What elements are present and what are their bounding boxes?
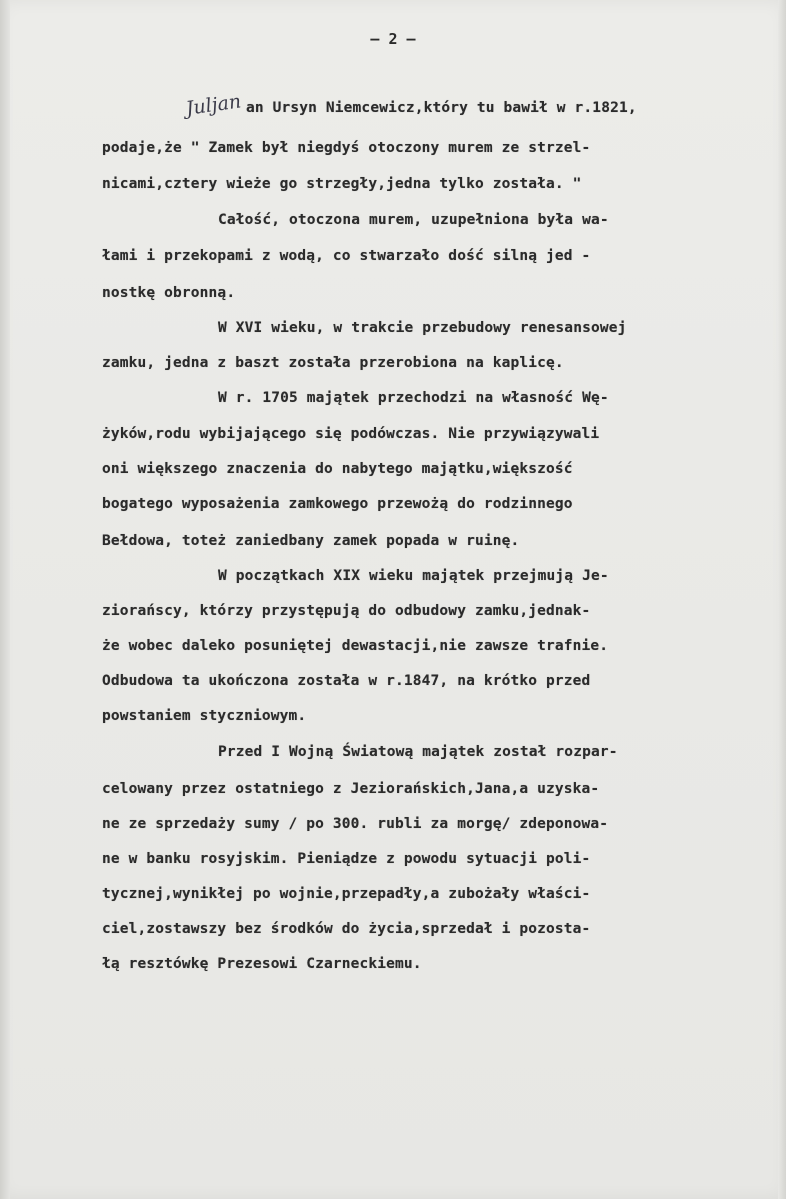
text-line-10: żyków,rodu wybijającego się podówczas. Nie przywiązywali bbox=[102, 426, 600, 442]
text-line-19: Przed I Wojną Światową majątek został rozpar- bbox=[218, 744, 618, 760]
text-line-23: tycznej,wynikłej po wojnie,przepadły,a zubożały właści- bbox=[102, 886, 591, 902]
text-line-8: zamku, jedna z baszt została przerobiona na kaplicę. bbox=[102, 355, 564, 371]
text-line-14: W początkach XIX wieku majątek przejmują Je- bbox=[218, 568, 609, 584]
text-line-21: ne ze sprzedaży sumy / po 300. rubli za morgę/ zdeponowa- bbox=[102, 816, 609, 832]
text-line-13: Bełdowa, toteż zaniedbany zamek popada w ruinę. bbox=[102, 533, 520, 549]
text-line-5: łami i przekopami z wodą, co stwarzało dość silną jed - bbox=[102, 248, 591, 264]
text-line-3: nicami,cztery wieże go strzegły,jedna tylko została. " bbox=[102, 176, 582, 192]
text-line-15: ziorańscy, którzy przystępują do odbudowy zamku,jednak- bbox=[102, 603, 591, 619]
handwritten-correction: Juljan bbox=[184, 90, 243, 120]
text-line-4: Całość, otoczona murem, uzupełniona była wa- bbox=[218, 212, 609, 228]
text-line-18: powstaniem styczniowym. bbox=[102, 708, 307, 724]
text-line-22: ne w banku rosyjskim. Pieniądze z powodu sytuacji poli- bbox=[102, 851, 591, 867]
text-line-9: W r. 1705 majątek przechodzi na własność Wę- bbox=[218, 390, 609, 406]
text-line-12: bogatego wyposażenia zamkowego przewożą do rodzinnego bbox=[102, 496, 573, 512]
text-line-2: podaje,że " Zamek był niegdyś otoczony murem ze strzel- bbox=[102, 140, 591, 156]
page-left-edge bbox=[0, 0, 10, 1199]
text-line-6: nostkę obronną. bbox=[102, 285, 236, 301]
page-right-edge bbox=[778, 0, 786, 1199]
text-line-17: Odbudowa ta ukończona została w r.1847, na krótko przed bbox=[102, 673, 591, 689]
text-line-1: an Ursyn Niemcewicz,który tu bawił w r.1821, bbox=[246, 100, 637, 116]
page-number: — 2 — bbox=[370, 30, 416, 48]
text-line-20: celowany przez ostatniego z Jeziorańskich,Jana,a uzyska- bbox=[102, 781, 600, 797]
text-line-7: W XVI wieku, w trakcie przebudowy renesansowej bbox=[218, 320, 627, 336]
text-line-24: ciel,zostawszy bez środków do życia,sprzedał i pozosta- bbox=[102, 921, 591, 937]
text-line-16: że wobec daleko posuniętej dewastacji,nie zawsze trafnie. bbox=[102, 638, 609, 654]
text-line-11: oni większego znaczenia do nabytego majątku,większość bbox=[102, 461, 573, 477]
text-line-25: łą resztówkę Prezesowi Czarneckiemu. bbox=[102, 956, 422, 972]
